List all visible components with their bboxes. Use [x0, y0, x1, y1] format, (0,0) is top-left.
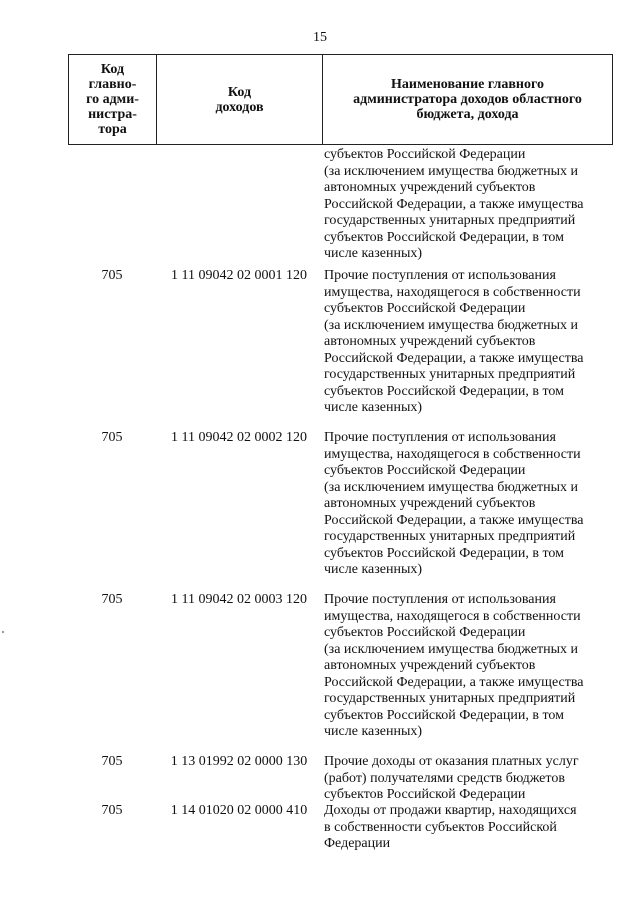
row-income-code: 1 11 09042 02 0002 120 — [171, 430, 307, 445]
row-income-name: Прочие поступления от использования имущества, находящегося в собственности субъектов Российской Федерации (за исключением имущества бюджетных и автономных учреждений субъектов Российской Федерации, а также имущества государственных унитарных предприятий субъектов Российской Федерации, в том числе казенных) — [324, 430, 584, 577]
row-admin-code: 705 — [101, 803, 123, 818]
header-admin-code: Код главно- го адми- нистра- тора — [69, 55, 157, 144]
row-admin-code: 705 — [101, 430, 123, 445]
row-income-code: 1 13 01992 02 0000 130 — [170, 754, 308, 769]
continued-name-text: субъектов Российской Федерации (за исключением имущества бюджетных и автономных учреждений субъектов Российской Федерации, а также имущества государственных унитарных предприятий субъектов Российской Федерации, в том числе казенных) — [324, 147, 584, 261]
row-admin-code: 705 — [101, 592, 123, 607]
header-income-code: Код доходов — [157, 55, 323, 144]
row-admin-code: 705 — [101, 268, 123, 283]
row-income-code: 1 11 09042 02 0003 120 — [171, 592, 307, 607]
page-number: 15 — [313, 30, 327, 45]
header-name: Наименование главного администратора доходов областного бюджета, дохода — [353, 77, 582, 122]
row-income-name: Доходы от продажи квартир, находящихся в собственности субъектов Российской Федерации — [324, 803, 577, 851]
row-income-name: Прочие поступления от использования имущества, находящегося в собственности субъектов Российской Федерации (за исключением имущества бюджетных и автономных учреждений субъектов Российской Федерации, а также имущества государственных унитарных предприятий субъектов Российской Федерации, в том числе казенных) — [324, 268, 584, 415]
scan-speck — [2, 631, 4, 633]
row-income-name: Прочие доходы от оказания платных услуг (работ) получателями средств бюджетов субъектов Российской Федерации — [324, 754, 579, 802]
row-admin-code: 705 — [101, 754, 123, 769]
row-income-name: Прочие поступления от использования имущества, находящегося в собственности субъектов Российской Федерации (за исключением имущества бюджетных и автономных учреждений субъектов Российской Федерации, а также имущества государственных унитарных предприятий субъектов Российской Федерации, в том числе казенных) — [324, 592, 584, 739]
row-income-code: 1 14 01020 02 0000 410 — [170, 803, 308, 818]
table-header — [68, 54, 613, 145]
row-income-code: 1 11 09042 02 0001 120 — [171, 268, 307, 283]
